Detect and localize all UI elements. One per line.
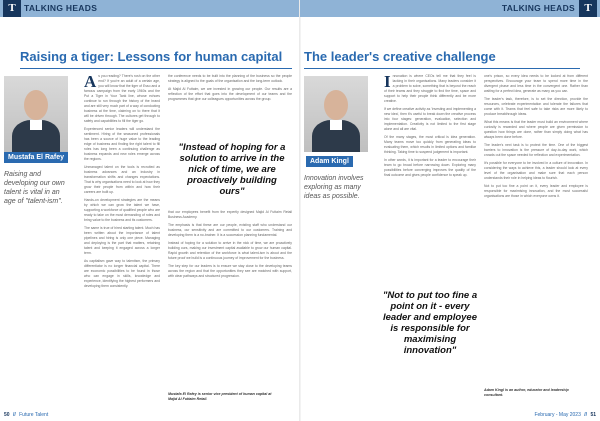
paragraph: What this means is that the leader must build an environment where curiosity is rewarded and where people are given permission to question how things are done, rather than simply doing what has always been done before. — [484, 120, 588, 139]
issue-date: February - May 2023 — [534, 412, 581, 418]
paragraph: The key step for our leaders is to ensure we stay close to the developing teams across the region and that the opportunities they see are matched with support, with clear pathways and structured progression. — [168, 264, 292, 278]
paragraph: the conference needs to be built into the planning of the business so the people strategy is aligned to the goals of the organisation and the long-term outlook. — [168, 74, 292, 83]
footer-separator: // — [12, 412, 16, 418]
page-footer — [534, 410, 596, 421]
paragraph: Of the many stages, the most critical is idea generation. Many teams move too quickly from generating ideas to evaluating them, which results in limited options and familiar thinking. Taking time to suspend judgement is important. — [384, 135, 476, 154]
paragraph: Experienced senior leaders will understand the sentiment. Hiring of the seasoned professionals has been a source of huge value to the leading edge of business and finding the right talent to fill roles has long been a continuing challenge as business expands and new roles emerge across the regions. — [84, 127, 160, 161]
article-column-2-bottom — [168, 210, 292, 388]
paragraph: In other words, it is important for a leader to encourage their team to go broad before narrowing down. Exploring many possibilities before converging improves the quality of the final outcome and gives people confidence to speak up. — [384, 158, 476, 177]
author-portrait — [4, 76, 68, 152]
article-intro: Innovation involves exploring as many ideas as possible. — [304, 175, 364, 200]
paragraph: The same is true of hired starting talent. Much has been written about the importance of talent pipelines and hiring is only one piece. Managing and deploying is the part that matters, retaining talent and keeping it engaged across a longer term. — [84, 226, 160, 255]
author-name-tag: Mustafa El Rafey — [4, 152, 68, 163]
drop-cap: I — [384, 74, 391, 91]
article-intro: Raising and developing our own talent is vital in an age of "talent-ism". — [4, 171, 65, 205]
pull-quote: "Instead of hoping for a solution to arrive in the nick of time, we are proactively building ours" — [178, 142, 286, 197]
article-headline: Raising a tiger: Lessons for human capital — [20, 49, 283, 64]
author-byline: Adam Kingl is an author, educator and leadership consultant. — [484, 388, 569, 397]
paragraph: Not to put too fine a point on it, every leader and employee is responsible for maximising innovation, and the most successful organisations are those in which everyone owns it. — [484, 184, 588, 198]
paragraph: one's prison, so every idea needs to be looked at from different perspectives. Encourage your team to spend more time in the divergent phase and less time in the convergent one. Rather than waiting for a perfect idea, generate as many as you can. — [484, 74, 588, 93]
article-column-1 — [384, 74, 476, 284]
future-talent-logo-icon: T — [579, 0, 597, 17]
footer-separator: // — [584, 412, 588, 418]
paragraph: The emphasis is that these are our people, existing staff who understand our business, our sensitivity and are committed to our customers. Training and developing them is a no-brainer. It is a succession planning fundamental. — [168, 223, 292, 237]
page-number: 51 — [590, 412, 596, 418]
paragraph: nnovation is where CEOs tell me that they feel is lacking in their organisations. Many leaders consider it a problem to solve, something that is beyond the reach of their teams and they struggle to find the time, space and support to help their people think differently and be more creative. — [384, 74, 476, 103]
paragraph: Hands-on development strategies are the means by which we can grow the talent we have, supporting a workforce of qualified people who are ready to take on the most demanding of roles and bring value to the business and its customers. — [84, 198, 160, 222]
paragraph: As capitalism gave way to talentism, the primary differentiator is no longer financial capital. There are economic possibilities to be found in those who can engage in skills, knowledge and experience, identifying the highest performers and developing them consistently. — [84, 259, 160, 288]
paragraph: Unmanaged talent on the tools is recruited as business advances and an industry in transformation shifts and changes expectations. That is why organisations need to look at how they grow their people from within and how their careers are built up. — [84, 165, 160, 194]
right-page — [300, 0, 600, 421]
paragraph: that our employees benefit from the expertly designed Majid Al Futtaim Retail Business Academy. — [168, 210, 292, 219]
page-footer — [4, 410, 48, 421]
future-talent-logo-icon: T — [3, 0, 21, 17]
page-number: 50 — [4, 412, 10, 418]
author-name-tag: Adam Kingl — [306, 156, 353, 167]
paragraph: The leader's task, therefore, is to set the direction, provide the resources, celebrate experimentation and tolerate the failures that come with it. Teams that feel safe to take risks are more likely to produce breakthrough ideas. — [484, 97, 588, 116]
headline-divider — [20, 68, 292, 69]
section-label: TALKING HEADS — [24, 3, 98, 13]
paragraph: The leader's next task is to protect the time. One of the biggest barriers to innovation is the pressure of day-to-day work, which crowds out the space needed for reflection and experimentation. — [484, 143, 588, 157]
paragraph: If we define creative activity as 'investing and implementing a new idea', then it's useful to break down the creative process into four stages: generation, evaluation, selection and implementation. Creativity is not limited to the first stage alone and all are vital. — [384, 107, 476, 131]
drop-cap: A — [84, 74, 97, 91]
pull-quote: "Not to put too fine a point on it - every leader and employee is responsible for maximising innovation" — [382, 290, 478, 356]
author-portrait — [304, 76, 368, 152]
article-column-1 — [84, 74, 160, 399]
article-headline: The leader's creative challenge — [304, 49, 496, 64]
paragraph: s you reading? There's rosh on the other end? If you're an adult of a certain age, you will know that the tiger of Esso and a famous campaign from the early 1960s and the Put a Tiger in Your Tank line, whose echoes continue to run through the history of the brand and are still very much part of a way of conducting business at the time, claiming on to there that it will be driven through. The cultures get through to safety and capabilities to fill the tiger go. — [84, 74, 160, 123]
headline-divider — [304, 68, 580, 69]
article-column-2-top — [168, 74, 292, 126]
paragraph: Instead of hoping for a solution to arrive in the nick of time, we are proactively building ours, making our investment capital available to grow our human capital. Rapid growth and retention of the workforce is what talent-ism is about and the future proof we build is a continuous journey of improvement for the business. — [168, 241, 292, 260]
publication-name: Future Talent — [19, 412, 49, 418]
paragraph: At Majid Al Futtaim, we are invested in growing our people. Our results are a reflection of the effort that goes into the development of our teams and the programmes that give our colleagues opportunities across the group. — [168, 87, 292, 101]
paragraph: It's possible for everyone to be involved in a culture of innovation. In considering the ways to achieve this, a leader should look at every level of the organisation and make sure that each person understands their role in helping ideas to flourish. — [484, 161, 588, 180]
author-byline: Mustafa El Rafey is senior vice president of human capital at Majid Al Futtaim Retail. — [168, 392, 272, 401]
section-label: TALKING HEADS — [501, 3, 575, 13]
article-column-2 — [484, 74, 588, 384]
